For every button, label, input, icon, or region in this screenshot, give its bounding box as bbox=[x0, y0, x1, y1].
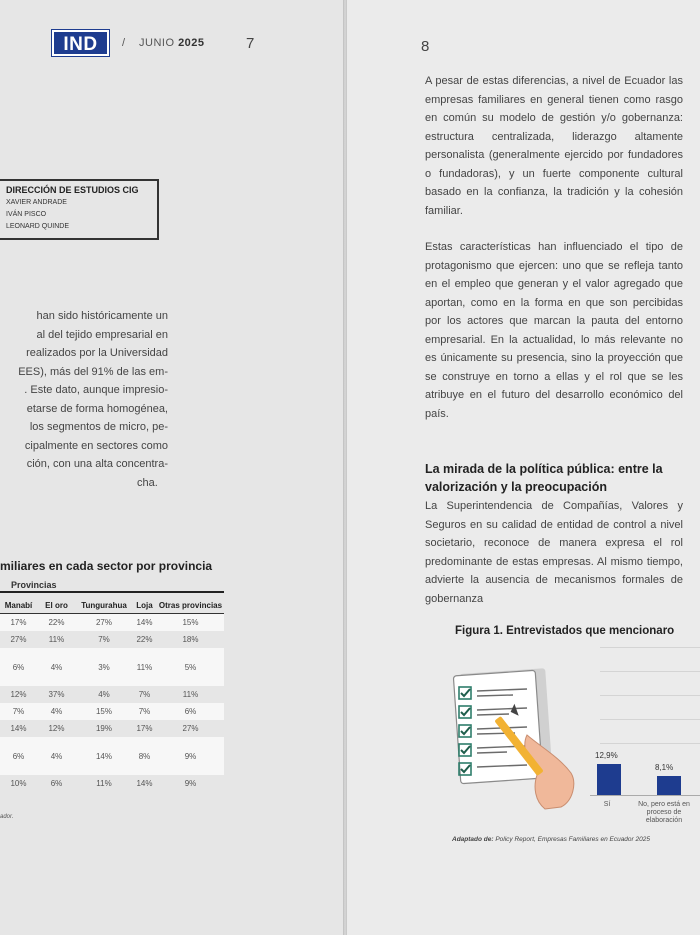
table-cell: 15% bbox=[95, 707, 112, 716]
text-line: etarse de forma homogénea, bbox=[26, 402, 168, 415]
table-cell: 4% bbox=[50, 707, 63, 716]
table-cell: 7% bbox=[12, 707, 25, 716]
table-row bbox=[0, 614, 224, 631]
authors-box bbox=[0, 179, 159, 240]
column-header: El oro bbox=[45, 601, 68, 610]
column-header: Manabí bbox=[4, 601, 33, 610]
table-cell: 6% bbox=[184, 707, 197, 716]
table-cell: 7% bbox=[138, 707, 151, 716]
table-row bbox=[0, 720, 224, 737]
chart-baseline bbox=[590, 795, 700, 796]
figure-source-label: Adaptado de: bbox=[452, 836, 494, 843]
table-cell: 11% bbox=[96, 779, 112, 788]
table-cell: 37% bbox=[48, 690, 65, 699]
chart-bar bbox=[597, 764, 621, 795]
table-cell: 12% bbox=[48, 724, 65, 733]
authors-title: DIRECCIÓN DE ESTUDIOS CIG bbox=[6, 185, 139, 195]
text-line: . Este dato, aunque impresio- bbox=[24, 384, 168, 396]
table-cell: 19% bbox=[95, 724, 112, 733]
author-name: LEONARD QUINDE bbox=[6, 223, 70, 230]
text-line: ción, con una alta concentra- bbox=[26, 458, 168, 470]
right-paragraph-3: La Superintendencia de Compañías, Valores y Seguros en su calidad de entidad de control a nivel societario, reconoce de manera expresa el rol predominante de estas empresas. Al mismo tiempo, advierte la ausencia de mecanismos formales de gobernanza bbox=[425, 500, 683, 605]
table-cell: 5% bbox=[184, 662, 197, 672]
table-row bbox=[0, 775, 224, 792]
table-cell: 10% bbox=[10, 779, 27, 788]
table-cell: 14% bbox=[10, 724, 27, 733]
author-name: XAVIER ANDRADE bbox=[6, 199, 67, 206]
text-line: EES), más del 91% de las em- bbox=[18, 365, 168, 378]
province-table bbox=[0, 591, 224, 792]
table-cell: 3% bbox=[98, 662, 110, 672]
author-name: IVÁN PISCO bbox=[6, 211, 47, 218]
chart-gridline bbox=[600, 647, 700, 648]
ind-logo: IND bbox=[52, 30, 109, 56]
table-cell: 14% bbox=[136, 618, 153, 627]
table-body bbox=[0, 614, 224, 792]
chart-gridline bbox=[600, 743, 700, 744]
table-cell: 18% bbox=[182, 635, 199, 644]
table-cell: 6% bbox=[50, 779, 63, 788]
figure-title: Figura 1. Entrevistados que mencionaro bbox=[455, 625, 675, 637]
table-cell: 7% bbox=[138, 690, 151, 699]
bar-category-label: No, pero está en proceso de elaboración bbox=[638, 801, 690, 824]
text-line: han sido históricamente un bbox=[36, 310, 168, 322]
table-cell: 11% bbox=[48, 635, 65, 644]
right-page-number: 8 bbox=[421, 38, 430, 55]
table-cell: 15% bbox=[182, 618, 199, 627]
header-date bbox=[139, 37, 205, 49]
table-row bbox=[0, 631, 224, 648]
text-line: realizados por la Universidad bbox=[26, 347, 168, 359]
chart-bar bbox=[657, 776, 681, 795]
table-cell: 4% bbox=[50, 662, 63, 672]
left-body-text bbox=[0, 307, 168, 492]
figure-source-text: Policy Report, Empresas Familiares en Ecuador 2025 bbox=[495, 836, 650, 843]
table-cell: 6% bbox=[12, 751, 25, 761]
table-row bbox=[0, 703, 224, 720]
header-year: 2025 bbox=[178, 37, 205, 49]
table-cell: 27% bbox=[182, 724, 199, 733]
table-cell: 14% bbox=[136, 779, 153, 788]
table-row bbox=[0, 737, 224, 775]
column-header: Otras provincias bbox=[158, 601, 223, 610]
section-heading: La mirada de la política pública: entre la valorización y la preocupación bbox=[425, 462, 663, 494]
table-cell: 27% bbox=[10, 635, 27, 644]
bar-category-label: Sí bbox=[603, 801, 611, 808]
table-title: miliares en cada sector por provincia bbox=[0, 559, 213, 573]
table-cell: 4% bbox=[50, 751, 63, 761]
bar-value-label: 8,1% bbox=[655, 762, 674, 772]
table-row bbox=[0, 686, 224, 703]
table-cell: 4% bbox=[98, 690, 110, 699]
right-paragraph-1: A pesar de estas diferencias, a nivel de Ecuador las empresas familiares en general tienen como rasgo en común su modelo de gestión y/o gobernanza: estructura centralizada, liderazgo altamente personalista (generalmente ejercido por fundadores o fundadoras), y un fuerte componente cultural basado en la confianza, la tradición y la cohesión familiar. bbox=[425, 75, 683, 217]
table-cell: 22% bbox=[48, 618, 65, 627]
column-header: Tungurahua bbox=[81, 601, 127, 610]
table-cell: 22% bbox=[136, 635, 153, 644]
checklist-illustration-icon bbox=[449, 665, 589, 810]
text-line: los segmentos de micro, pe- bbox=[29, 421, 168, 433]
table-header-row bbox=[0, 593, 224, 614]
chart-gridline bbox=[600, 671, 700, 672]
table-cell: 11% bbox=[136, 662, 153, 672]
table-group-header: Provincias bbox=[11, 580, 57, 590]
table-cell: 17% bbox=[10, 618, 27, 627]
header-separator: / bbox=[122, 37, 126, 49]
chart-gridline bbox=[600, 695, 700, 696]
table-cell: 27% bbox=[95, 618, 112, 627]
chart-gridline bbox=[600, 719, 700, 720]
table-cell: 8% bbox=[138, 751, 151, 761]
figure-source bbox=[452, 836, 650, 843]
left-page-number: 7 bbox=[246, 35, 255, 52]
table-cell: 7% bbox=[98, 635, 110, 644]
table-cell: 9% bbox=[184, 779, 197, 788]
text-line: cha. bbox=[137, 476, 158, 489]
table-row bbox=[0, 648, 224, 686]
text-line: al del tejido empresarial en bbox=[36, 328, 168, 341]
table-cell: 9% bbox=[184, 751, 197, 761]
column-header: Loja bbox=[136, 601, 153, 610]
table-footnote: ador. bbox=[0, 814, 14, 820]
text-line: cipalmente en sectores como bbox=[24, 439, 168, 452]
table-cell: 12% bbox=[10, 690, 27, 699]
table-cell: 14% bbox=[95, 751, 112, 761]
header-month: JUNIO bbox=[139, 37, 175, 49]
table-cell: 6% bbox=[12, 662, 25, 672]
right-paragraph-2: Estas características han influenciado el tipo de protagonismo que ejercen: uno que se refleja tanto en el empleo que generan y el valor agregado que aportan, como en la forma en que son percibidas por los actores que marcan la pauta del entorno empresarial. En la actualidad, lo más relevante no es únicamente su presencia, sino la proyección que se construye en torno a ellas y el rol que se les atribuye en el futuro del desarrollo económico del país. bbox=[425, 241, 683, 420]
bar-value-label: 12,9% bbox=[595, 751, 618, 760]
table-cell: 17% bbox=[136, 724, 153, 733]
table-cell: 11% bbox=[182, 690, 199, 699]
